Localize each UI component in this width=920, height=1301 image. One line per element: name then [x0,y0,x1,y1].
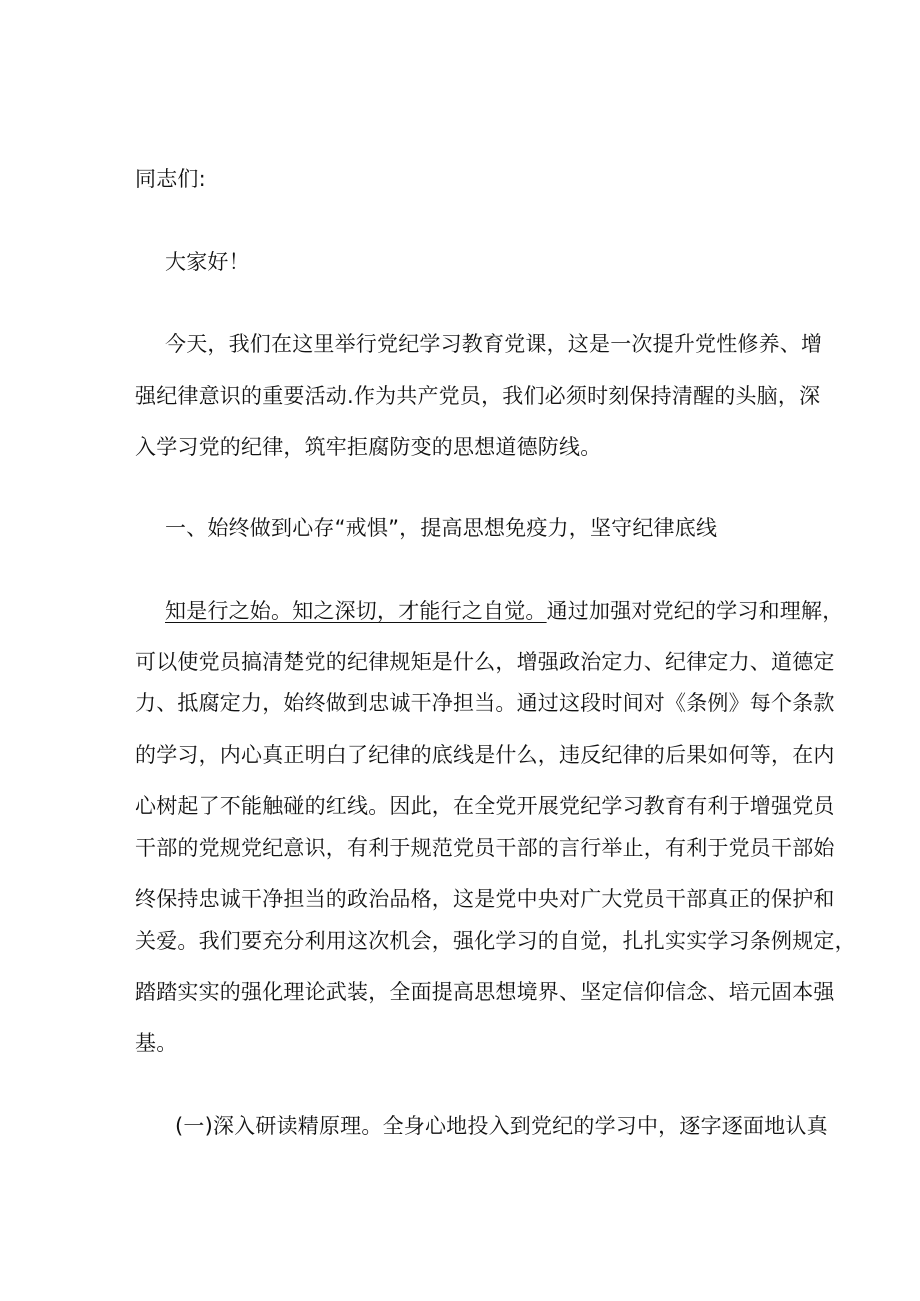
paragraph-line: 可以使党员搞清楚党的纪律规矩是什么，增强政治定力、纪律定力、道德定 [135,650,835,674]
paragraph-line: 今天，我们在这里举行党纪学习教育党课，这是一次提升党性修养、增 [165,332,823,356]
paragraph-line: 入学习党的纪律，筑牢拒腐防变的思想道德防线。 [135,435,602,459]
paragraph-line [165,596,843,626]
paragraph-line: 踏踏实实的强化理论武装，全面提高思想境界、坚定信仰信念、培元固本强 [135,980,835,1004]
paragraph-line: 关爱。我们要充分利用这次机会，强化学习的自觉，扎扎实实学习条例规定， [135,929,856,953]
paragraph-line: 强纪律意识的重要活动.作为共产党员，我们必须时刻保持清醒的头脑，深 [135,384,821,408]
paragraph-line: 基。 [135,1031,178,1055]
salutation: 同志们: [135,167,206,191]
greeting: 大家好！ [165,250,250,274]
subsection-heading: (一)深入研读精原理。全身心地投入到党纪的学习中，逐字逐面地认真 [175,1114,828,1138]
paragraph-line: 心树起了不能触碰的红线。因此，在全党开展党纪学习教育有利于增强党员 [135,794,835,818]
paragraph-line: 终保持忠诚干净担当的政治品格，这是党中央对广大党员干部真正的保护和 [135,887,835,911]
underlined-lead: 知是行之始。知之深切，才能行之自觉。 [165,599,547,623]
paragraph-text: 通过加强对党纪的学习和理解， [546,599,844,623]
section-heading: 一、始终做到心存“戒惧”，提高思想免疫力，坚守纪律底线 [165,516,718,540]
paragraph-line: 力、抵腐定力，始终做到忠诚干净担当。通过这段时间对《条例》每个条款 [135,691,835,715]
paragraph-line: 干部的党规党纪意识，有利于规范党员干部的言行举止，有利于党员干部始 [135,836,835,860]
paragraph-line: 的学习，内心真正明白了纪律的底线是什么，违反纪律的后果如何等，在内 [135,743,835,767]
